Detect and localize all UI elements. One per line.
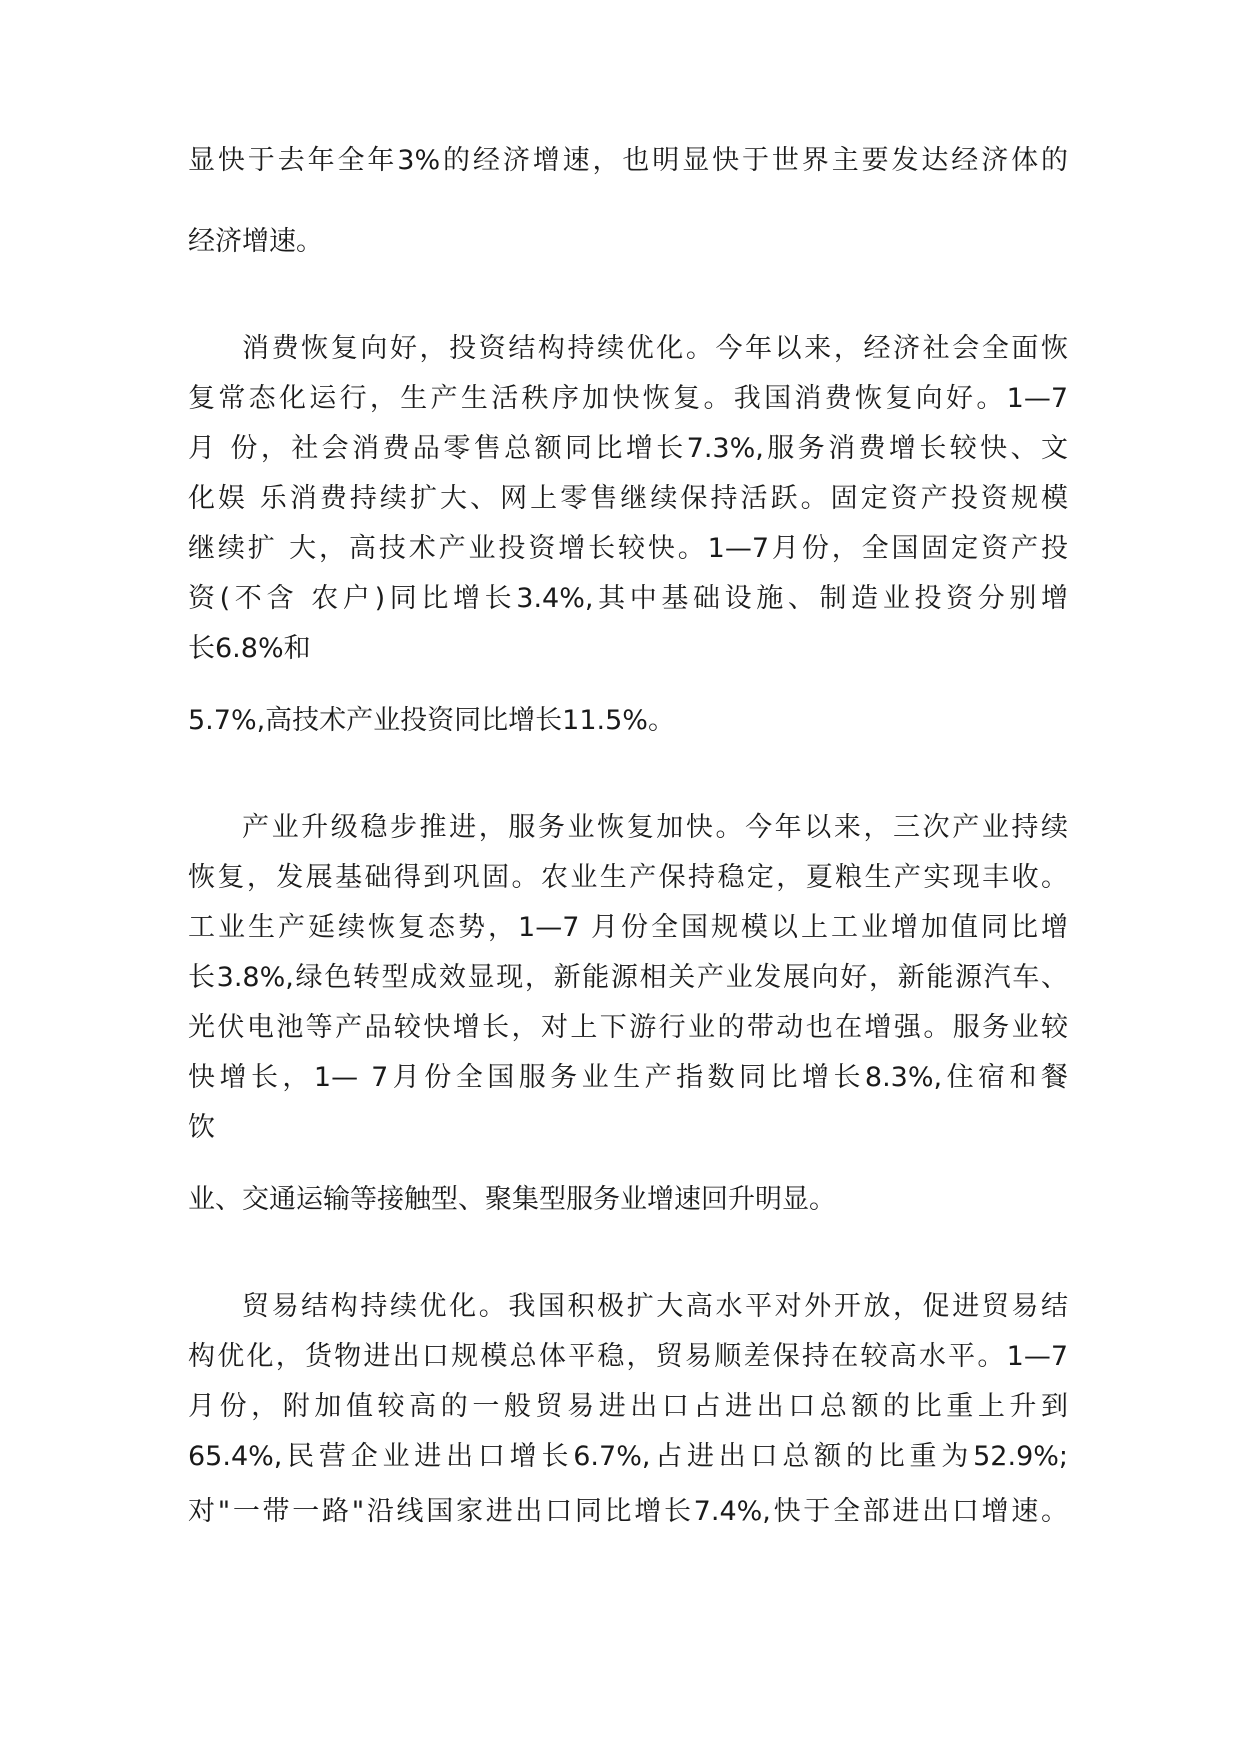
text-line: 显快于去年全年3%的经济增速，也明显快于世界主要发达经济体的 [188, 145, 1068, 176]
text-line: 月 份，社会消费品零售总额同比增长7.3%,服务消费增长较快、文 [188, 433, 1068, 464]
paragraph-start-line: 产业升级稳步推进，服务业恢复加快。今年以来，三次产业持续 [242, 812, 1068, 843]
text-line: 业、交通运输等接触型、聚集型服务业增速回升明显。 [188, 1184, 836, 1215]
text-line: 5.7%,高技术产业投资同比增长11.5%。 [188, 705, 675, 736]
text-line: 构优化，货物进出口规模总体平稳，贸易顺差保持在较高水平。1—7 [188, 1341, 1068, 1372]
text-line: 继续扩 大，高技术产业投资增长较快。1—7月份，全国固定资产投 [188, 533, 1068, 564]
text-line: 月份，附加值较高的一般贸易进出口占进出口总额的比重上升到 [188, 1391, 1068, 1422]
text-line: 经济增速。 [188, 226, 323, 257]
text-line: 对"一带一路"沿线国家进出口同比增长7.4%,快于全部进出口增速。 [188, 1496, 1068, 1527]
text-line: 饮 [188, 1112, 215, 1143]
text-line: 65.4%,民营企业进出口增长6.7%,占进出口总额的比重为52.9%; [188, 1441, 1068, 1472]
text-line: 长6.8%和 [188, 633, 311, 664]
text-line: 光伏电池等产品较快增长，对上下游行业的带动也在增强。服务业较 [188, 1012, 1068, 1043]
text-line: 资(不含 农户)同比增长3.4%,其中基础设施、制造业投资分别增 [188, 583, 1068, 614]
text-line: 恢复，发展基础得到巩固。农业生产保持稳定，夏粮生产实现丰收。 [188, 862, 1068, 893]
paragraph-start-line: 消费恢复向好，投资结构持续优化。今年以来，经济社会全面恢 [242, 333, 1068, 364]
text-line: 化娱 乐消费持续扩大、网上零售继续保持活跃。固定资产投资规模 [188, 483, 1068, 514]
text-line: 长3.8%,绿色转型成效显现，新能源相关产业发展向好，新能源汽车、 [188, 962, 1068, 993]
text-line: 工业生产延续恢复态势，1—7 月份全国规模以上工业增加值同比增 [188, 912, 1068, 943]
text-line: 复常态化运行，生产生活秩序加快恢复。我国消费恢复向好。1—7 [188, 383, 1068, 414]
text-line: 快增长，1— 7月份全国服务业生产指数同比增长8.3%,住宿和餐 [188, 1062, 1068, 1093]
paragraph-start-line: 贸易结构持续优化。我国积极扩大高水平对外开放，促进贸易结 [242, 1291, 1068, 1322]
